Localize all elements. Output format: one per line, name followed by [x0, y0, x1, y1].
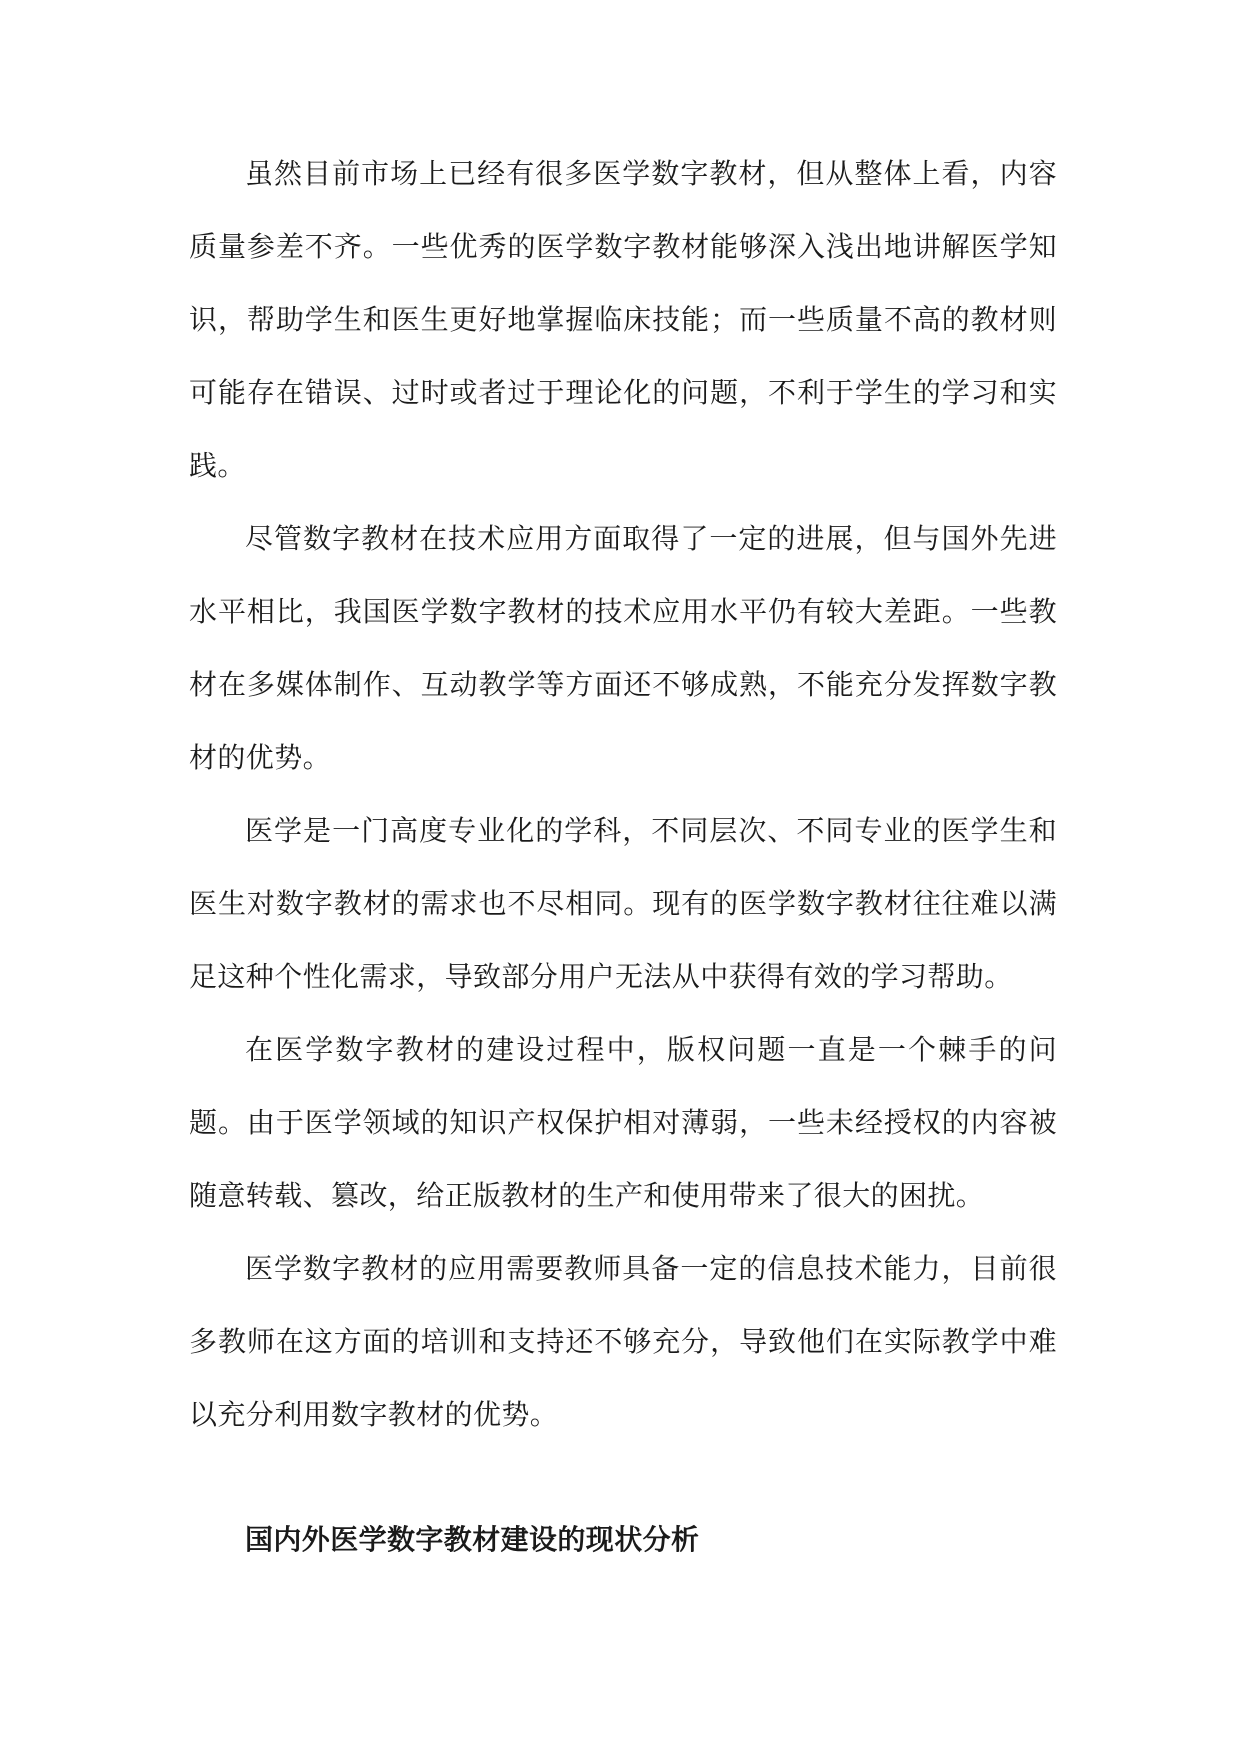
paragraph-teacher-training: 医学数字教材的应用需要教师具备一定的信息技术能力，目前很多教师在这方面的培训和支持还不够充分，导致他们在实际教学中难以充分利用数字教材的优势。 [189, 1252, 1057, 1431]
paragraph-copyright-issues: 在医学数字教材的建设过程中，版权问题一直是一个棘手的问题。由于医学领域的知识产权保护相对薄弱，一些未经授权的内容被随意转载、篡改，给正版教材的生产和使用带来了很大的困扰。 [189, 1033, 1057, 1212]
paragraph-personalized-needs: 医学是一门高度专业化的学科，不同层次、不同专业的医学生和医生对数字教材的需求也不尽相同。现有的医学数字教材往往难以满足这种个性化需求，导致部分用户无法从中获得有效的学习帮助。 [189, 814, 1057, 993]
paragraph-content-quality: 虽然目前市场上已经有很多医学数字教材，但从整体上看，内容质量参差不齐。一些优秀的医学数字教材能够深入浅出地讲解医学知识，帮助学生和医生更好地掌握临床技能；而一些质量不高的教材则可能存在错误、过时或者过于理论化的问题，不利于学生的学习和实践。 [189, 157, 1057, 482]
section-heading: 国内外医学数字教材建设的现状分析 [245, 1523, 700, 1556]
paragraph-technology-gap: 尽管数字教材在技术应用方面取得了一定的进展，但与国外先进水平相比，我国医学数字教材的技术应用水平仍有较大差距。一些教材在多媒体制作、互动教学等方面还不够成熟，不能充分发挥数字教材的优势。 [189, 522, 1057, 774]
document-body [189, 137, 1057, 1576]
